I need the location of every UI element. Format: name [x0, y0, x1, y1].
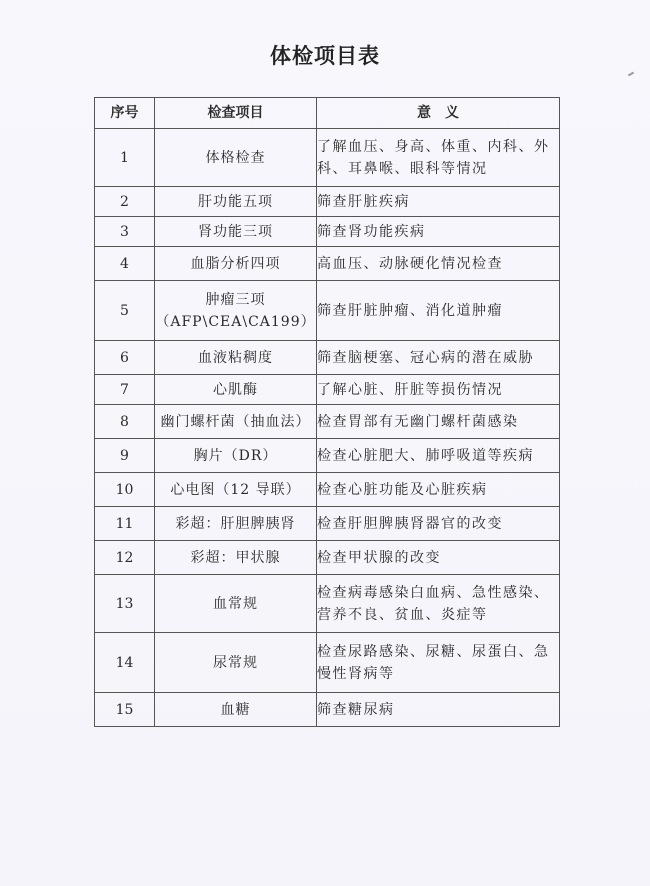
row-item — [155, 633, 317, 693]
table-row — [95, 129, 560, 187]
document-title: 体检项目表 — [270, 44, 380, 68]
row-meaning: 筛查肝脏肿瘤、消化道肿瘤 — [317, 281, 560, 341]
row-item — [155, 129, 317, 187]
row-number: 5 — [95, 281, 155, 341]
table-row — [95, 507, 560, 541]
row-item-line: 肝功能五项 — [198, 193, 273, 210]
row-meaning: 检查病毒感染白血病、急性感染、营养不良、贫血、炎症等 — [317, 575, 560, 633]
row-item — [155, 693, 317, 727]
table-row — [95, 473, 560, 507]
row-meaning: 了解血压、身高、体重、内科、外科、耳鼻喉、眼科等情况 — [317, 129, 560, 187]
row-item — [155, 281, 317, 341]
row-item — [155, 507, 317, 541]
row-meaning: 检查尿路感染、尿糖、尿蛋白、急慢性肾病等 — [317, 633, 560, 693]
row-item-line: 尿常规 — [213, 654, 258, 671]
row-number: 15 — [95, 693, 155, 727]
row-meaning: 检查甲状腺的改变 — [317, 541, 560, 575]
row-item — [155, 405, 317, 439]
header-meaning: 意 义 — [317, 98, 560, 129]
row-item-line: 肿瘤三项 — [205, 291, 266, 308]
row-item — [155, 375, 317, 405]
row-number: 6 — [95, 341, 155, 375]
row-number: 11 — [95, 507, 155, 541]
row-item — [155, 187, 317, 217]
row-meaning: 高血压、动脉硬化情况检查 — [317, 247, 560, 281]
table-row — [95, 575, 560, 633]
row-number: 13 — [95, 575, 155, 633]
row-item-line: 血脂分析四项 — [190, 255, 281, 272]
row-item-line: 心肌酶 — [213, 381, 258, 398]
row-number: 2 — [95, 187, 155, 217]
row-item — [155, 439, 317, 473]
table-row — [95, 541, 560, 575]
table-row — [95, 693, 560, 727]
row-meaning: 筛查肝脏疾病 — [317, 187, 560, 217]
row-item-line: 幽门螺杆菌（抽血法） — [160, 413, 311, 430]
row-number: 9 — [95, 439, 155, 473]
row-number: 8 — [95, 405, 155, 439]
row-number: 1 — [95, 129, 155, 187]
row-item-line: 肾功能三项 — [198, 223, 273, 240]
row-number: 10 — [95, 473, 155, 507]
table-row — [95, 439, 560, 473]
table-row — [95, 247, 560, 281]
row-meaning: 了解心脏、肝脏等损伤情况 — [317, 375, 560, 405]
row-number: 4 — [95, 247, 155, 281]
row-item — [155, 575, 317, 633]
row-meaning: 检查心脏肥大、肺呼吸道等疾病 — [317, 439, 560, 473]
table-row — [95, 633, 560, 693]
row-item — [155, 247, 317, 281]
header-item: 检查项目 — [155, 98, 317, 129]
table-row — [95, 281, 560, 341]
row-meaning: 检查肝胆脾胰肾器官的改变 — [317, 507, 560, 541]
row-item-line: （AFP\CEA\CA199） — [155, 313, 316, 330]
row-item — [155, 473, 317, 507]
header-num: 序号 — [95, 98, 155, 129]
row-item-line: 彩超：甲状腺 — [190, 549, 281, 566]
scan-mark — [628, 72, 634, 77]
row-item — [155, 217, 317, 247]
table-row — [95, 341, 560, 375]
row-number: 7 — [95, 375, 155, 405]
table-row — [95, 405, 560, 439]
row-item — [155, 341, 317, 375]
exam-items-table — [94, 97, 560, 727]
row-item-line: 血液粘稠度 — [198, 349, 273, 366]
row-meaning: 筛查糖尿病 — [317, 693, 560, 727]
table-row — [95, 217, 560, 247]
row-meaning: 检查心脏功能及心脏疾病 — [317, 473, 560, 507]
table-header-row — [95, 98, 560, 129]
row-item-line: 血糖 — [220, 701, 251, 718]
table-row — [95, 187, 560, 217]
row-meaning: 检查胃部有无幽门螺杆菌感染 — [317, 405, 560, 439]
row-item-line: 胸片（DR） — [193, 447, 278, 464]
row-item — [155, 541, 317, 575]
row-item-line: 心电图（12 导联） — [170, 481, 301, 498]
row-meaning: 筛查脑梗塞、冠心病的潜在威胁 — [317, 341, 560, 375]
row-number: 3 — [95, 217, 155, 247]
row-item-line: 血常规 — [213, 595, 258, 612]
row-meaning: 筛查肾功能疾病 — [317, 217, 560, 247]
row-item-line: 彩超：肝胆脾胰肾 — [175, 515, 296, 532]
row-item-line: 体格检查 — [205, 149, 266, 166]
table-row — [95, 375, 560, 405]
row-number: 12 — [95, 541, 155, 575]
row-number: 14 — [95, 633, 155, 693]
